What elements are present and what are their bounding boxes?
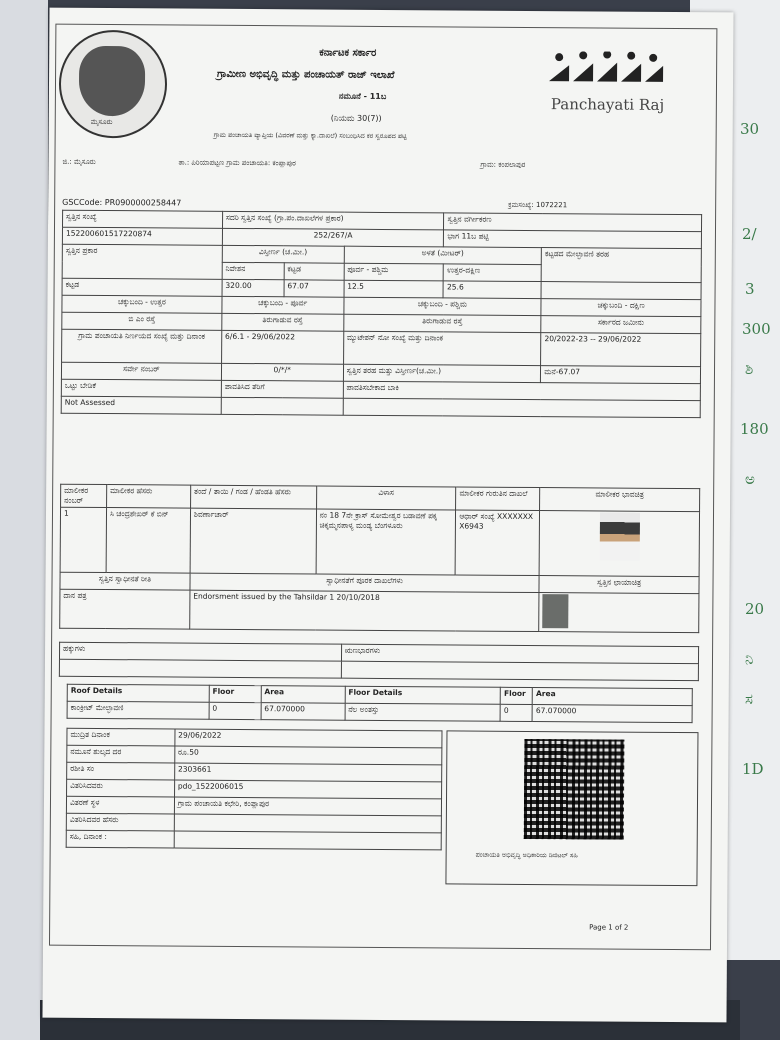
table-header: ಮಾಲೀಕರ ಹೆಸರು [106,485,190,509]
table-cell: 12.5 [344,280,444,298]
table-cell: 25.6 [443,281,541,299]
table-cell: ಕಟ್ಟಡದ ಮೇಲ್ಛಾವಣಿ ತರಹ [541,248,701,283]
owner-details-table [59,484,700,633]
margin-note: 3 [745,280,755,298]
table-cell: ಸ್ವತ್ತಿನ ತರಹ ಮತ್ತು ವಿಸ್ತೀರ್ಣ(ಚ.ಮೀ.) [343,364,541,382]
table-cell: ನಂ 18 7ನೇ ಕ್ರಾಸ್ ಸೋಮೇಶ್ವರ ಬಡಾವಣೆ ಪಕ್ಕ ಚಿಕ್ಕಮ್ಮನಪಾಳ್ಯ ಮಂಡ್ಯ ಬೆಂಗಳೂರು [316,509,456,575]
table-cell: ಮನೆ-67.07 [541,366,701,384]
table-cell: pdo_1522006015 [174,780,441,799]
table-header: Floor [209,685,261,702]
margin-note: 2/ [742,225,757,243]
table-header: ತಂದೆ / ತಾಯಿ / ಗಂಡ / ಹೆಂಡತಿ ಹೆಸರು [190,485,316,509]
table-cell: 1 [60,507,106,572]
owner-photo [599,512,639,560]
table-cell: 0/*/* [221,363,343,381]
table-cell: 29/06/2022 [175,729,442,748]
table-cell [343,398,700,417]
margin-note: ಶಿ [745,360,754,378]
table-cell: ಕಟ್ಟಡ [284,263,344,280]
table-cell: ಸ್ವತ್ತಿನ ಪ್ರಕಾರ [62,244,222,279]
table-row [67,701,692,722]
table-cell [59,659,341,678]
table-cell: 0 [209,702,261,719]
table-cell [341,661,699,680]
table-cell: ಶಿವರ್ಣಾಚಾರ್ [190,508,316,574]
qr-caption: ಪಂಚಾಯತಿ ಅಭಿವೃದ್ಧಿ ಅಧಿಕಾರಿಯ ಡಿಜಿಟಲ್ ಸಹಿ [475,850,578,860]
table-cell: ಸರ್ವೇ ನಂಬರ್ [61,362,221,380]
table-cell: ಸ್ವತ್ತಿನ ವರ್ಗೀಕರಣ [444,213,702,232]
table-cell: ನಮೂನೆ ಶುಲ್ಕದ ದರ [67,745,175,763]
table-header: ಹಕ್ಕುಗಳು [59,642,341,661]
table-header: Area [261,686,345,704]
table-cell: ರೂ.50 [174,746,441,765]
table-cell: ದಾನ ಪತ್ರ [60,589,190,629]
district-line: ಜಿ.: ಮೈಸೂರು [62,157,96,166]
form-subtitle: ಗ್ರಾಮ ಪಂಚಾಯತಿ ವ್ಯಾಪ್ತಿಯ (ವಿವರಣೆ ಮತ್ತು ಕ್ಯಾ.ದಾಖಲೆ) ಸಂಬಂಧಿಸಿದ ಕರ ಸ್ವರೂಪದ ಪಟ್ಟಿ [213,130,407,141]
table-cell: ಚಕ್ಕುಬಂದಿ - ದಕ್ಷಿಣ [541,299,701,317]
table-cell: ಮುದ್ರಿತ ದಿನಾಂಕ [67,728,175,746]
table-cell: ಗ್ರಾಮ ಪಂಚಾಯತಿ ನಿರ್ಣಯದ ಸಂಖ್ಯೆ ಮತ್ತು ದಿನಾಂಕ [62,329,222,363]
margin-note: 300 [742,320,771,338]
table-cell: 20/2022-23 -- 29/06/2022 [541,333,701,367]
table-cell: 67.070000 [261,703,345,721]
emblem-icon [79,46,145,116]
karnataka-emblem-seal [59,30,168,139]
department-title: ಗ್ರಾಮೀಣ ಅಭಿವೃದ್ಧಿ ಮತ್ತು ಪಂಚಾಯತ್ ರಾಜ್ ಇಲಾಖೆ [217,68,395,82]
table-cell: 252/267/A [222,228,444,247]
table-header: Floor [500,687,532,704]
table-cell: ಚಕ್ಕುಬಂದಿ - ಉತ್ತರ [62,295,222,313]
table-cell: 6/6.1 - 29/06/2022 [221,330,343,364]
property-photo-cell [539,593,699,633]
table-cell: ನಿವೇಶನ [222,262,284,279]
table-cell: ತಿರುಗಾಡುವ ರಸ್ತೆ [222,313,344,331]
table-row [60,507,699,576]
table-cell: 67.070000 [532,705,692,723]
table-header: ಸ್ವತ್ತಿನ ಛಾಯಾಚಿತ್ರ [539,576,699,594]
table-cell: ಕಾಂಕ್ರೀಟ್ ಮೇಲ್ಛಾವಣಿ [67,701,209,719]
table-header: ಮಾಲೀಕರ ಭಾವಚಿತ್ರ [540,488,700,512]
margin-note: ನಿ [745,650,754,668]
floor-details-table [67,684,693,723]
table-header: Area [532,688,692,706]
table-cell: ವಿತರಣೆ ಸ್ಥಳ [66,796,174,814]
table-row [62,329,701,366]
rights-table [59,642,699,681]
table-header: ಮಾಲೀಕರ ನಂಬರ್ [61,484,107,507]
table-cell: ಗ್ರಾಮ ಪಂಚಾಯತಿ ಕಛೇರಿ, ಕಂಪ್ಲಾಪುರ [174,797,441,816]
table-cell: ಉತ್ತರ-ದಕ್ಷಿಣ [444,264,542,282]
table-header: Roof Details [67,684,209,702]
margin-note: ಸ [745,690,753,708]
table-cell: ಸಿ ಚಂದ್ರಶೇಖರ್ ಕೆ ಬಿನ್ [106,508,190,574]
margin-note: ಅ [745,470,755,488]
state-title: ಕರ್ನಾಟಕ ಸರ್ಕಾರ [319,47,377,59]
table-cell: ತಿರುಗಾಡುವ ರಸ್ತೆ [343,314,541,332]
table-row [66,830,441,850]
table-cell: ಮ್ಯುಟೇಶನ್ ನೋ ಸಂಖ್ಯೆ ಮತ್ತು ದಿನಾಂಕ [343,331,541,365]
table-cell: 152200601517220874 [62,227,222,245]
seal-text: ಮೈಸೂರು [90,117,113,127]
table-cell: 320.00 [222,279,284,296]
table-cell: ವಿತರಿಸಿದವರ ಹೆಸರು [66,813,174,831]
table-cell [221,397,343,415]
table-cell [174,814,441,833]
table-cell: 0 [500,704,532,721]
table-cell: ಚಕ್ಕುಬಂದಿ - ಪೂರ್ವ [222,296,344,314]
table-header: ಸ್ವಾಧೀನತೆಗೆ ಪೂರಕ ದಾಖಲೆಗಳು [190,573,540,592]
table-cell: ಪೂರ್ವ - ಪಶ್ಚಿಮ [344,263,444,281]
table-cell: ಪಾವತಿಸಬೇಕಾದ ಬಾಕಿ [343,381,700,400]
table-cell: ಸರ್ಕಾರದ ಜಮೀನು [541,316,701,334]
rule-reference: (ನಿಯಮ 30(7)) [330,113,382,123]
gsc-code: GSCCode: PR0900000258447 [62,197,182,208]
serial-number: ಕ್ರಮಸಂಖ್ಯೆ: 1072221 [508,200,568,210]
owner-photo-cell [539,511,699,577]
panchayati-raj-logo-icon [547,51,667,92]
qr-code-icon [524,739,625,840]
taluk-line: ತಾ.: ಪಿರಿಯಾಪಟ್ಟಣ ಗ್ರಾಮ ಪಂಚಾಯತಿ: ಕಂಪ್ಲಾಪುರ [178,158,296,168]
table-cell: ಆಧಾರ್ ಸಂಖ್ಯೆ XXXXXXXX6943 [455,510,539,576]
table-header: ಸ್ವತ್ತಿನ ಸ್ವಾಧೀನತೆ ರೀತಿ [60,572,190,590]
table-header: ಮಾಲೀಕರ ಗುರುತಿನ ದಾಖಲೆ [456,487,540,511]
table-cell: ಸಹಿ, ದಿನಾಂಕ : [66,830,174,848]
table-cell: ಭಾಗ 11ಬ ಪಟ್ಟಿ [444,230,702,249]
table-cell: ಚಕ್ಕುಬಂದಿ - ಪಶ್ಚಿಮ [344,297,542,315]
background-left [0,0,48,1040]
page-number: Page 1 of 2 [589,923,629,932]
table-cell: Endorsment issued by the Tahsildar 1 20/10/2018 [190,590,540,631]
table-cell: ಪಾವತಿಸಿದ ತೆರಿಗೆ [221,380,343,398]
table-row [60,589,699,632]
table-cell: ಸ್ವತ್ತಿನ ಸಂಖ್ಯೆ [63,210,223,228]
table-cell [541,282,701,300]
logo-text: Panchayati Raj [550,95,665,114]
table-header: ವಿಳಾಸ [316,486,456,510]
issue-details-table [66,728,443,851]
table-cell: ಕಟ್ಟಡ [62,278,222,296]
table-cell: ನೆಲ ಅಂತಸ್ತು [345,703,501,721]
table-cell: ಸದರಿ ಸ್ವತ್ತಿನ ಸಂಖ್ಯೆ (ಗ್ರಾ.ಪಂ.ದಾಖಲೆಗಳ ಪ್ರಕಾರ) [222,211,444,230]
form-number: ನಮೂನೆ - 11ಬ [338,91,387,101]
table-cell: ರಶೀತಿ ಸಂ [67,762,175,780]
document-page [42,8,733,1023]
table-cell: ಬಿ ಎಂ ರಸ್ತೆ [62,312,222,330]
table-cell: ವಿಸ್ತೀರ್ಣ (ಚ.ಮೀ.) [222,245,344,263]
table-cell: 67.07 [284,280,344,297]
table-cell [174,831,441,850]
margin-note: 180 [740,420,769,438]
property-details-table [61,210,702,418]
margin-note: 30 [740,120,760,138]
table-cell: 2303661 [174,763,441,782]
table-header: Floor Details [345,686,501,704]
table-cell: ವಿತರಿಸಿದವರು [67,779,175,797]
village-line: ಗ್ರಾಮ: ಕಂಪಲಾಪುರ [480,160,526,169]
margin-note: 1D [742,760,764,778]
table-cell: Not Assessed [61,396,221,414]
table-header: ಋಣಭಾರಗಳು [341,644,699,663]
table-cell: ಅಳತೆ (ಮೀಟರ್) [344,246,542,264]
table-cell: ಒಟ್ಟು ಬೇಡಿಕೆ [61,379,221,397]
margin-note: 20 [745,600,765,618]
property-photo [542,594,568,628]
